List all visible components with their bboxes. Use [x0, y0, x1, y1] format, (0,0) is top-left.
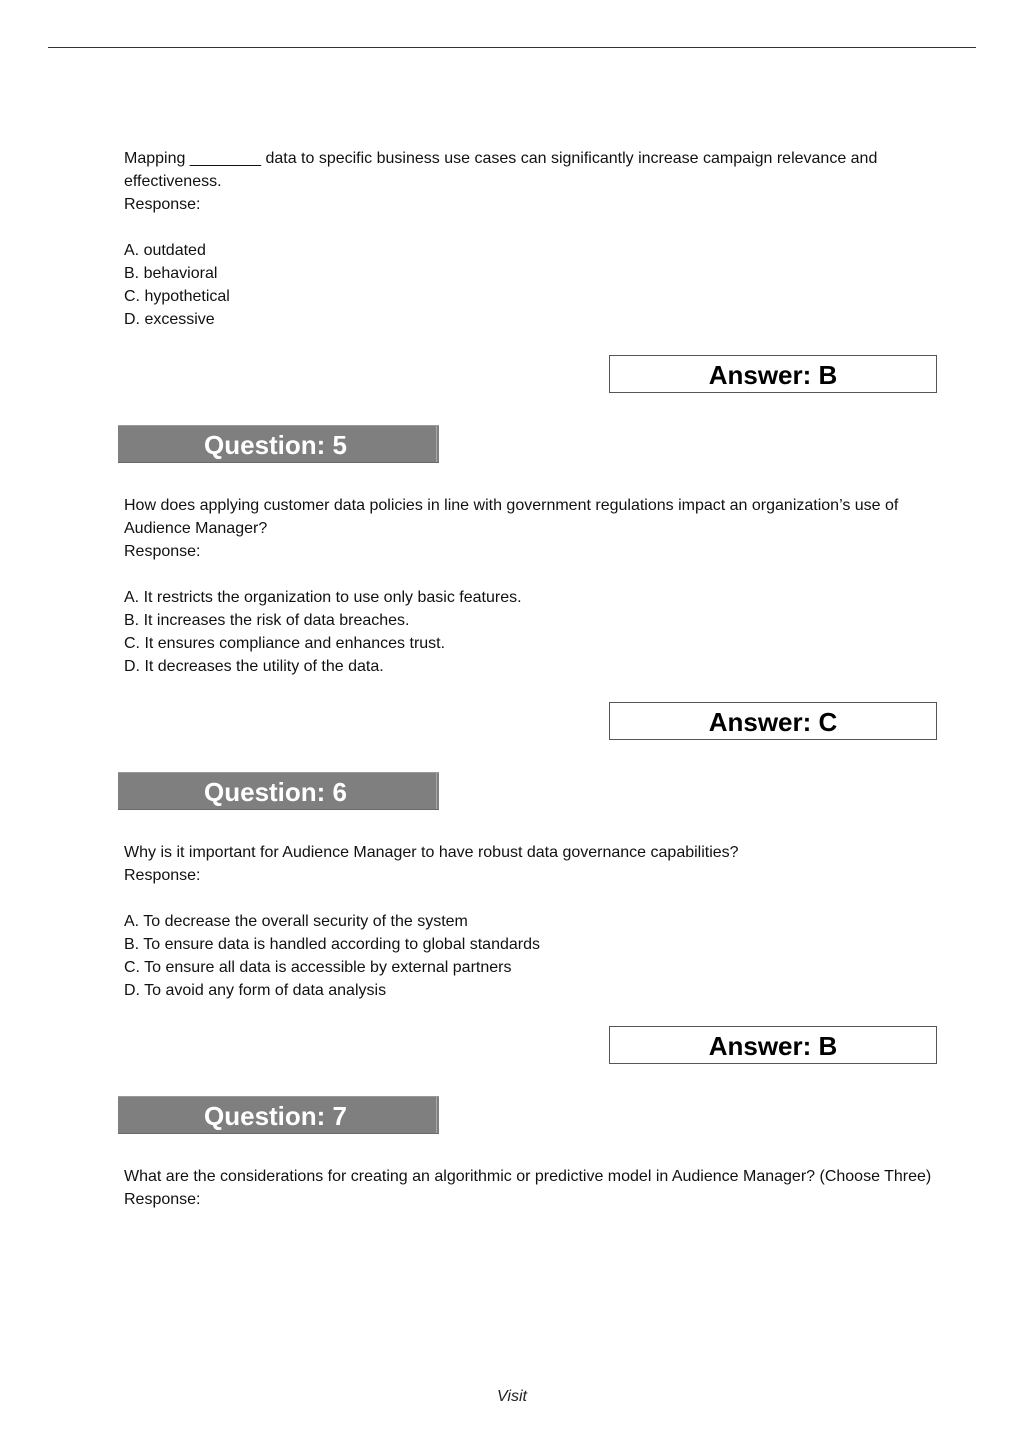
option-d: D. To avoid any form of data analysis [124, 982, 387, 999]
option-d: D. It decreases the utility of the data. [124, 658, 384, 675]
response-label: Response: [124, 1191, 201, 1208]
response-label: Response: [124, 196, 201, 213]
option-a: A. outdated [124, 242, 206, 259]
question-5-header: Question: 5 [118, 425, 439, 463]
answer-box: Answer: B [609, 355, 937, 393]
answer-box: Answer: C [609, 702, 937, 740]
question-4-body [124, 147, 944, 331]
answer-box: Answer: B [609, 1026, 937, 1064]
response-label: Response: [124, 867, 201, 884]
option-b: B. behavioral [124, 265, 218, 282]
option-b: B. To ensure data is handled according to global standards [124, 936, 540, 953]
option-c: C. It ensures compliance and enhances trust. [124, 635, 446, 652]
question-6-body [124, 841, 944, 1002]
question-stem: Mapping ________ data to specific business use cases can significantly increase campaign relevance and effectiveness. [124, 150, 878, 190]
question-6-header: Question: 6 [118, 772, 439, 810]
option-c: C. To ensure all data is accessible by external partners [124, 959, 512, 976]
question-stem: Why is it important for Audience Manager to have robust data governance capabilities? [124, 844, 739, 861]
question-5-body [124, 494, 944, 678]
option-a: A. It restricts the organization to use only basic features. [124, 589, 522, 606]
question-stem: How does applying customer data policies in line with government regulations impact an organization’s use of Audience Manager? [124, 497, 899, 537]
option-c: C. hypothetical [124, 288, 230, 305]
option-a: A. To decrease the overall security of the system [124, 913, 468, 930]
option-b: B. It increases the risk of data breaches. [124, 612, 410, 629]
top-rule [48, 47, 976, 48]
response-label: Response: [124, 543, 201, 560]
question-stem: What are the considerations for creating an algorithmic or predictive model in Audience Manager? (Choose Three) [124, 1168, 932, 1185]
question-7-header: Question: 7 [118, 1096, 439, 1134]
option-d: D. excessive [124, 311, 215, 328]
question-7-body [124, 1165, 944, 1211]
footer-visit-text: Visit [497, 1388, 527, 1405]
